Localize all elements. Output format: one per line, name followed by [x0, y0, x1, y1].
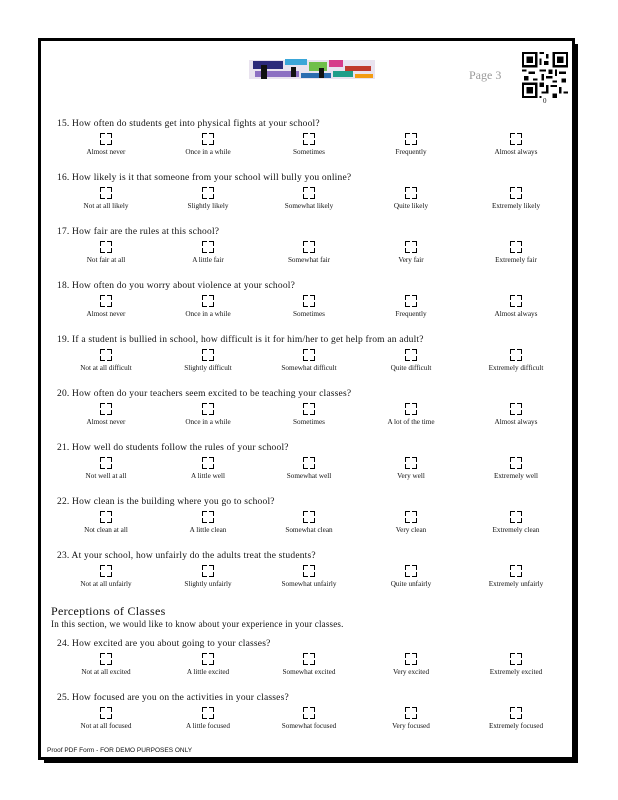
footer-note: Proof PDF Form - FOR DEMO PURPOSES ONLY	[47, 747, 193, 754]
answer-option[interactable]	[466, 565, 566, 588]
section-intro: In this section, we would like to know about your experience in your classes.	[51, 619, 344, 629]
answer-option[interactable]	[158, 511, 258, 534]
checkbox-icon[interactable]	[202, 457, 214, 469]
answer-option-label: Not clean at all	[84, 526, 128, 534]
answer-option-label: Extremely clean	[492, 526, 540, 534]
answer-option-label: Not at all difficult	[80, 364, 132, 372]
answer-option-label: A little excited	[186, 668, 230, 676]
answer-option[interactable]	[259, 187, 359, 210]
checkbox-icon[interactable]	[510, 707, 522, 719]
question-text: 23. At your school, how unfairly do the adults treat the students?	[57, 551, 316, 561]
answer-option[interactable]	[56, 707, 156, 730]
checkbox-icon[interactable]	[510, 565, 522, 577]
answer-option[interactable]	[361, 511, 461, 534]
checkbox-icon[interactable]	[510, 295, 522, 307]
answer-option[interactable]	[259, 511, 359, 534]
answer-option-label: Slightly likely	[187, 202, 229, 210]
answer-option[interactable]	[56, 653, 156, 676]
checkbox-icon[interactable]	[303, 187, 315, 199]
answer-option-label: A little well	[191, 472, 225, 480]
checkbox-icon[interactable]	[303, 241, 315, 253]
answer-option[interactable]	[56, 295, 156, 318]
checkbox-icon[interactable]	[100, 241, 112, 253]
answer-option-label: A little focused	[186, 722, 230, 730]
answer-option[interactable]	[158, 707, 258, 730]
answer-option-label: Quite unfairly	[390, 580, 432, 588]
checkbox-icon[interactable]	[303, 457, 315, 469]
checkbox-icon[interactable]	[100, 187, 112, 199]
question-text: 18. How often do you worry about violence at your school?	[57, 281, 296, 291]
answer-option-label: Very well	[397, 472, 425, 480]
answer-option-label: Very clean	[395, 526, 427, 534]
section-title: Perceptions of Classes	[51, 604, 166, 618]
answer-option-label: Somewhat likely	[284, 202, 334, 210]
answer-option[interactable]	[158, 653, 258, 676]
answer-option[interactable]	[158, 187, 258, 210]
answer-option-label: Not at all likely	[83, 202, 129, 210]
answer-option-label: Not well at all	[85, 472, 127, 480]
checkbox-icon[interactable]	[510, 241, 522, 253]
checkbox-icon[interactable]	[100, 295, 112, 307]
checkbox-icon[interactable]	[303, 133, 315, 145]
checkbox-icon[interactable]	[202, 707, 214, 719]
question-text: 15. How often do students get into physical fights at your school?	[57, 119, 320, 129]
answer-option-label: Not at all unfairly	[80, 580, 132, 588]
checkbox-icon[interactable]	[510, 349, 522, 361]
answer-option[interactable]	[56, 403, 156, 426]
checkbox-icon[interactable]	[303, 403, 315, 415]
answer-option[interactable]	[259, 295, 359, 318]
checkbox-icon[interactable]	[303, 565, 315, 577]
answer-option[interactable]	[259, 653, 359, 676]
answer-option-label: Extremely difficult	[488, 364, 544, 372]
checkbox-icon[interactable]	[202, 133, 214, 145]
question-text: 20. How often do your teachers seem excited to be teaching your classes?	[57, 389, 352, 399]
answer-option-label: Almost always	[494, 148, 538, 156]
answer-option[interactable]	[361, 457, 461, 480]
checkbox-icon[interactable]	[202, 653, 214, 665]
qr-code-icon	[522, 52, 568, 98]
checkbox-icon[interactable]	[100, 511, 112, 523]
checkbox-icon[interactable]	[303, 295, 315, 307]
checkbox-icon[interactable]	[202, 187, 214, 199]
answer-option-label: Extremely fair	[495, 256, 537, 264]
answer-option[interactable]	[361, 653, 461, 676]
answer-option[interactable]	[259, 133, 359, 156]
checkbox-icon[interactable]	[405, 133, 417, 145]
answer-option-label: Somewhat fair	[287, 256, 331, 264]
question-text: 17. How fair are the rules at this school?	[57, 227, 220, 237]
checkbox-icon[interactable]	[405, 457, 417, 469]
answer-option[interactable]	[158, 241, 258, 264]
answer-option[interactable]	[361, 187, 461, 210]
checkbox-icon[interactable]	[303, 511, 315, 523]
checkbox-icon[interactable]	[405, 403, 417, 415]
checkbox-icon[interactable]	[202, 349, 214, 361]
answer-option[interactable]	[259, 457, 359, 480]
answer-option[interactable]	[361, 241, 461, 264]
question-text: 25. How focused are you on the activities in your classes?	[57, 693, 289, 703]
answer-option[interactable]	[466, 511, 566, 534]
answer-option[interactable]	[56, 511, 156, 534]
answer-option[interactable]	[361, 295, 461, 318]
answer-option[interactable]	[158, 457, 258, 480]
answer-option[interactable]	[466, 457, 566, 480]
answer-option-label: Extremely likely	[491, 202, 541, 210]
answer-option-label: Almost always	[494, 418, 538, 426]
checkbox-icon[interactable]	[202, 241, 214, 253]
answer-option-label: Extremely focused	[488, 722, 544, 730]
answer-option-label: Almost never	[86, 310, 126, 318]
answer-option[interactable]	[259, 565, 359, 588]
answer-option-label: Somewhat clean	[285, 526, 333, 534]
answer-option-label: Somewhat focused	[281, 722, 337, 730]
checkbox-icon[interactable]	[510, 187, 522, 199]
checkbox-icon[interactable]	[510, 133, 522, 145]
answer-option-label: Somewhat well	[286, 472, 332, 480]
answer-option[interactable]	[158, 295, 258, 318]
answer-option[interactable]	[466, 707, 566, 730]
checkbox-icon[interactable]	[405, 349, 417, 361]
answer-option[interactable]	[56, 565, 156, 588]
answer-option-label: Extremely well	[493, 472, 539, 480]
checkbox-icon[interactable]	[510, 403, 522, 415]
question-text: 21. How well do students follow the rules of your school?	[57, 443, 289, 453]
checkbox-icon[interactable]	[510, 511, 522, 523]
checkbox-icon[interactable]	[405, 295, 417, 307]
checkbox-icon[interactable]	[100, 457, 112, 469]
answer-option-label: Not at all excited	[81, 668, 131, 676]
answer-option[interactable]	[361, 403, 461, 426]
checkbox-icon[interactable]	[100, 653, 112, 665]
answer-option[interactable]	[466, 349, 566, 372]
answer-option[interactable]	[466, 241, 566, 264]
question-text: 24. How excited are you about going to your classes?	[57, 639, 271, 649]
checkbox-icon[interactable]	[405, 707, 417, 719]
answer-option-label: Frequently	[395, 148, 427, 156]
answer-option[interactable]	[466, 133, 566, 156]
answer-option-label: Almost always	[494, 310, 538, 318]
checkbox-icon[interactable]	[303, 653, 315, 665]
answer-option-label: Once in a while	[185, 418, 231, 426]
answer-option-label: Quite likely	[393, 202, 429, 210]
answer-option[interactable]	[259, 707, 359, 730]
checkbox-icon[interactable]	[303, 707, 315, 719]
answer-option-label: Very excited	[392, 668, 430, 676]
answer-option-label: Somewhat unfairly	[281, 580, 337, 588]
answer-option[interactable]	[361, 707, 461, 730]
checkbox-icon[interactable]	[405, 187, 417, 199]
checkbox-icon[interactable]	[202, 295, 214, 307]
checkbox-icon[interactable]	[303, 349, 315, 361]
answer-option-label: A little fair	[192, 256, 224, 264]
answer-option-label: Sometimes	[293, 418, 325, 426]
answer-option-label: A little clean	[189, 526, 227, 534]
question-text: 22. How clean is the building where you go to school?	[57, 497, 275, 507]
answer-option[interactable]	[361, 565, 461, 588]
answer-option[interactable]	[466, 653, 566, 676]
answer-option[interactable]	[158, 565, 258, 588]
answer-option-label: Once in a while	[185, 310, 231, 318]
survey-page	[38, 38, 575, 760]
answer-option[interactable]	[361, 349, 461, 372]
answer-option[interactable]	[56, 133, 156, 156]
answer-option-label: Slightly unfairly	[184, 580, 232, 588]
answer-option[interactable]	[158, 349, 258, 372]
page-number: Page 3	[469, 68, 502, 82]
answer-option-label: Extremely unfairly	[488, 580, 544, 588]
logo-image	[249, 56, 375, 83]
qr-number: 0	[543, 97, 547, 105]
answer-option[interactable]	[259, 241, 359, 264]
answer-option[interactable]	[466, 403, 566, 426]
answer-option[interactable]	[259, 349, 359, 372]
checkbox-icon[interactable]	[405, 511, 417, 523]
checkbox-icon[interactable]	[510, 457, 522, 469]
answer-option[interactable]	[158, 403, 258, 426]
answer-option-label: Frequently	[395, 310, 427, 318]
answer-option-label: Sometimes	[293, 310, 325, 318]
question-text: 19. If a student is bullied in school, how difficult is it for him/her to get help from an adult?	[57, 335, 424, 345]
answer-option-label: A lot of the time	[387, 418, 435, 426]
answer-option-label: Very focused	[392, 722, 430, 730]
answer-option-label: Once in a while	[185, 148, 231, 156]
answer-option[interactable]	[56, 241, 156, 264]
answer-option-label: Slightly difficult	[184, 364, 232, 372]
checkbox-icon[interactable]	[100, 403, 112, 415]
answer-option-label: Almost never	[86, 148, 126, 156]
checkbox-icon[interactable]	[202, 565, 214, 577]
answer-option-label: Somewhat excited	[282, 668, 336, 676]
answer-option[interactable]	[56, 457, 156, 480]
checkbox-icon[interactable]	[100, 349, 112, 361]
checkbox-icon[interactable]	[510, 653, 522, 665]
answer-option-label: Somewhat difficult	[281, 364, 337, 372]
answer-option-label: Very fair	[398, 256, 424, 264]
checkbox-icon[interactable]	[202, 511, 214, 523]
checkbox-icon[interactable]	[405, 653, 417, 665]
answer-option-label: Not at all focused	[80, 722, 132, 730]
checkbox-icon[interactable]	[100, 133, 112, 145]
checkbox-icon[interactable]	[202, 403, 214, 415]
answer-option-label: Sometimes	[293, 148, 325, 156]
checkbox-icon[interactable]	[100, 565, 112, 577]
question-text: 16. How likely is it that someone from your school will bully you online?	[57, 173, 352, 183]
answer-option-label: Almost never	[86, 418, 126, 426]
answer-option-label: Not fair at all	[86, 256, 126, 264]
checkbox-icon[interactable]	[405, 565, 417, 577]
answer-option[interactable]	[158, 133, 258, 156]
answer-option-label: Quite difficult	[390, 364, 432, 372]
answer-option[interactable]	[466, 295, 566, 318]
checkbox-icon[interactable]	[405, 241, 417, 253]
answer-option[interactable]	[466, 187, 566, 210]
answer-option[interactable]	[56, 187, 156, 210]
checkbox-icon[interactable]	[100, 707, 112, 719]
answer-option-label: Extremely excited	[489, 668, 543, 676]
answer-option[interactable]	[56, 349, 156, 372]
answer-option[interactable]	[361, 133, 461, 156]
answer-option[interactable]	[259, 403, 359, 426]
